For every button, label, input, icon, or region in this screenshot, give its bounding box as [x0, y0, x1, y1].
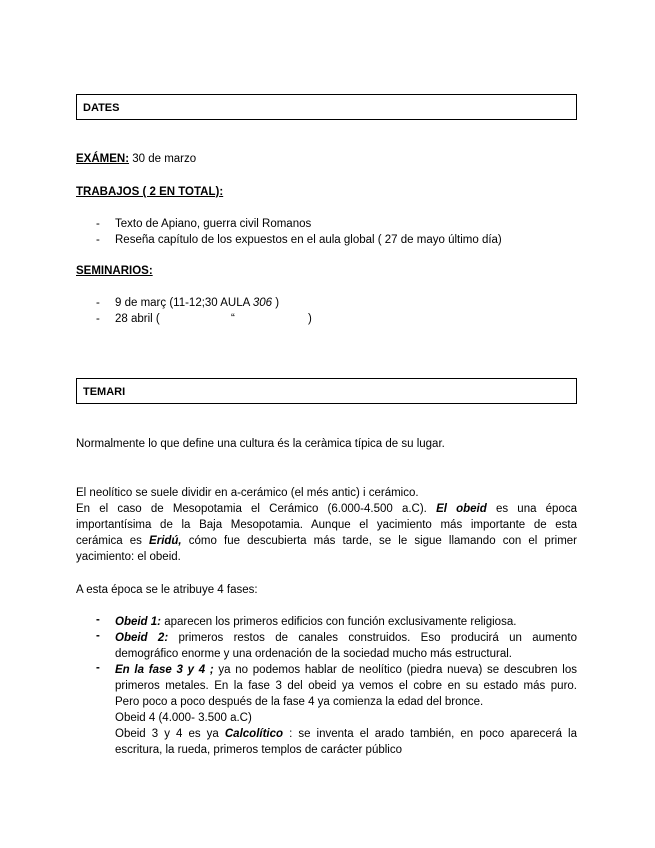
neolitico-line-2-a: En el caso de Mesopotamia el Cerámico (6.000-4.500 a.C). — [76, 503, 427, 515]
fase-2-text: primeros restos de canales construidos. Eso producirá un aumento — [178, 632, 577, 644]
neolitico-line-2-b: es una época — [495, 503, 577, 515]
neolitico-line-2 — [76, 501, 577, 517]
fase-1-bullet: - — [96, 614, 100, 626]
seminarios-heading: SEMINARIOS: — [76, 265, 153, 277]
fase-3-line-5 — [115, 726, 577, 742]
trabajos-bullet-2: - — [96, 234, 100, 246]
fase-3-text: ya no podemos hablar de neolítico (piedra nueva) se descubren los — [218, 664, 577, 676]
neolitico-line-4-a: cerámica es — [76, 535, 142, 547]
intro-paragraph: Normalmente lo que define una cultura és la ceràmica típica de su lugar. — [76, 438, 445, 450]
neolitico-line-3: importantísima de la Baja Mesopotamia. Aunque el yacimiento más importante de esta — [76, 519, 577, 531]
eridu-emphasis: Eridú, — [149, 535, 182, 547]
temari-section-header — [76, 378, 577, 404]
fase-2-label: Obeid 2: — [115, 632, 169, 644]
fase-1-label: Obeid 1: — [115, 616, 162, 628]
fase-3-line-3: Pero poco a poco después de la fase 4 ya comienza la edad del bronce. — [115, 696, 484, 708]
calcolitico-emphasis: Calcolítico — [224, 728, 284, 740]
seminarios-item-2-ditto: “ — [231, 313, 235, 325]
seminarios-bullet-2: - — [96, 313, 100, 325]
neolitico-line-4-b: cómo fue descubierta más tarde, se le sigue llamando con el primer — [188, 535, 578, 547]
fase-3-line-2: primeros metales. En la fase 3 del obeid ya vemos el cobre en su estado más puro. — [115, 680, 577, 692]
seminario-1-aula: 306 — [252, 297, 273, 309]
fase-1-paragraph — [115, 614, 577, 630]
examen-date: 30 de marzo — [129, 153, 197, 165]
fase-3-bullet: - — [96, 662, 100, 674]
examen-line — [76, 153, 196, 165]
fase-3-line-5-b: : se inventa el arado también, en poco aparecerá la — [289, 728, 577, 740]
trabajos-item-2: Reseña capítulo de los expuestos en el aula global ( 27 de mayo último día) — [115, 234, 502, 246]
fase-3-line-5-a: Obeid 3 y 4 es ya — [115, 728, 219, 740]
examen-label: EXÁMEN: — [76, 153, 130, 165]
dates-section-header — [76, 94, 577, 120]
neolitico-line-4 — [76, 533, 577, 549]
fase-2-line-1 — [115, 630, 577, 646]
fase-3-line-4: Obeid 4 (4.000- 3.500 a.C) — [115, 712, 252, 724]
trabajos-item-1: Texto de Apiano, guerra civil Romanos — [115, 218, 312, 230]
seminario-1-close: ) — [272, 297, 280, 309]
neolitico-line-5: yacimiento: el obeid. — [76, 551, 181, 563]
fase-2-line-2: demográfico enorme y una ordenación de la sociedad mucho más estructural. — [115, 648, 512, 660]
seminarios-item-1 — [115, 297, 279, 309]
fase-3-line-1 — [115, 662, 577, 678]
trabajos-heading: TRABAJOS ( 2 EN TOTAL): — [76, 186, 224, 198]
fases-intro: A esta época se le atribuye 4 fases: — [76, 584, 258, 596]
fase-3-label: En la fase 3 y 4 ; — [115, 664, 214, 676]
dates-title: DATES — [83, 102, 120, 114]
seminario-1-text: 9 de març (11-12;30 AULA — [115, 297, 253, 309]
fase-1-text: aparecen los primeros edificios con función exclusivamente religiosa. — [161, 616, 517, 628]
trabajos-bullet-1: - — [96, 218, 100, 230]
el-obeid-emphasis: El obeid — [436, 503, 487, 515]
fase-3-line-6: escritura, la rueda, primeros templos de carácter público — [115, 744, 402, 756]
seminarios-item-2-date: 28 abril ( — [115, 313, 160, 325]
seminarios-item-2-close: ) — [308, 313, 312, 325]
temari-title: TEMARI — [83, 386, 126, 398]
seminarios-bullet-1: - — [96, 297, 100, 309]
neolitico-line-1: El neolítico se suele dividir en a-cerámico (el més antic) i cerámico. — [76, 487, 419, 499]
fase-2-bullet: - — [96, 630, 100, 642]
